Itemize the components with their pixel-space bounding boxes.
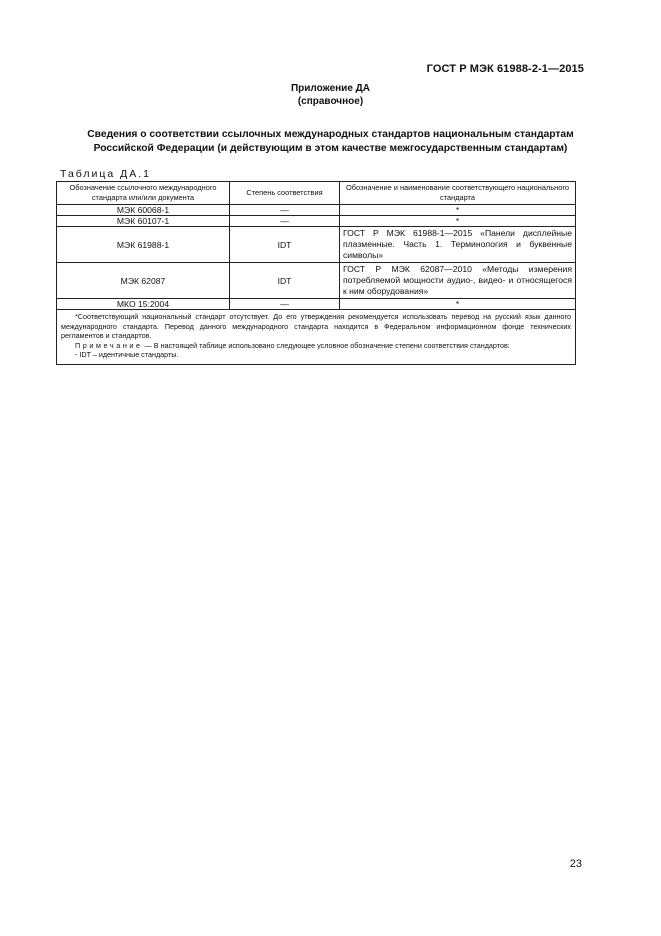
cell-ref: МЭК 60107-1	[57, 216, 230, 227]
table-note	[61, 341, 571, 351]
header-degree: Степень соответствия	[230, 182, 340, 205]
table-row	[57, 205, 576, 216]
page-number: 23	[569, 858, 582, 870]
footnote-text: *Соответствующий национальный стандарт отсутствует. До его утверждения рекомендуется использовать перевод на русский язык данного международного стандарта. Перевод данного международного стандарта находится в Федеральном информационном фонде технических регламентов и стандартов.	[61, 312, 571, 341]
cell-ref: МЭК 62087	[57, 263, 230, 299]
table-row	[57, 299, 576, 310]
cell-national: ГОСТ Р МЭК 61988-1—2015 «Панели дисплейные плазменные. Часть 1. Терминология и буквенные символы»	[340, 227, 576, 263]
note-label: Примечание	[75, 340, 143, 350]
note-item: - IDT – идентичные стандарты.	[75, 350, 179, 360]
header-national-standard: Обозначение и наименование соответствующего национального стандарта	[340, 182, 576, 205]
cell-degree: —	[230, 205, 340, 216]
table-footnote-row	[57, 310, 576, 365]
cell-national: *	[340, 216, 576, 227]
cell-degree: —	[230, 216, 340, 227]
appendix-title-block	[0, 82, 661, 108]
standards-table	[56, 181, 576, 365]
cell-degree: —	[230, 299, 340, 310]
section-heading-line-1: Сведения о соответствии ссылочных международных стандартов национальным стандартам	[87, 129, 574, 140]
cell-degree: IDT	[230, 227, 340, 263]
cell-national: ГОСТ Р МЭК 62087—2010 «Методы измерения потребляемой мощности аудио-, видео- и относящегося к ним оборудования»	[340, 263, 576, 299]
cell-ref: МКО 15:2004	[57, 299, 230, 310]
table-row	[57, 263, 576, 299]
table-header-row	[57, 182, 576, 205]
cell-ref: МЭК 61988-1	[57, 227, 230, 263]
cell-national: *	[340, 205, 576, 216]
section-heading	[40, 128, 621, 156]
cell-degree: IDT	[230, 263, 340, 299]
cell-ref: МЭК 60068-1	[57, 205, 230, 216]
document-id: ГОСТ Р МЭК 61988-2-1—2015	[426, 63, 584, 75]
appendix-subtitle: (справочное)	[297, 96, 364, 107]
cell-national: *	[340, 299, 576, 310]
appendix-title: Приложение ДА	[290, 83, 371, 94]
table-caption: Таблица ДА.1	[60, 168, 151, 180]
note-text: — В настоящей таблице использовано следующее условное обозначение степени соответствия стандартов:	[144, 340, 510, 350]
table-row	[57, 227, 576, 263]
section-heading-line-2: Российской Федерации (и действующим в этом качестве межгосударственным стандартам)	[93, 143, 568, 154]
header-ref-standard: Обозначение ссылочного международного стандарта или/или документа	[57, 182, 230, 205]
table-row	[57, 216, 576, 227]
table-footnote-cell	[57, 310, 576, 365]
